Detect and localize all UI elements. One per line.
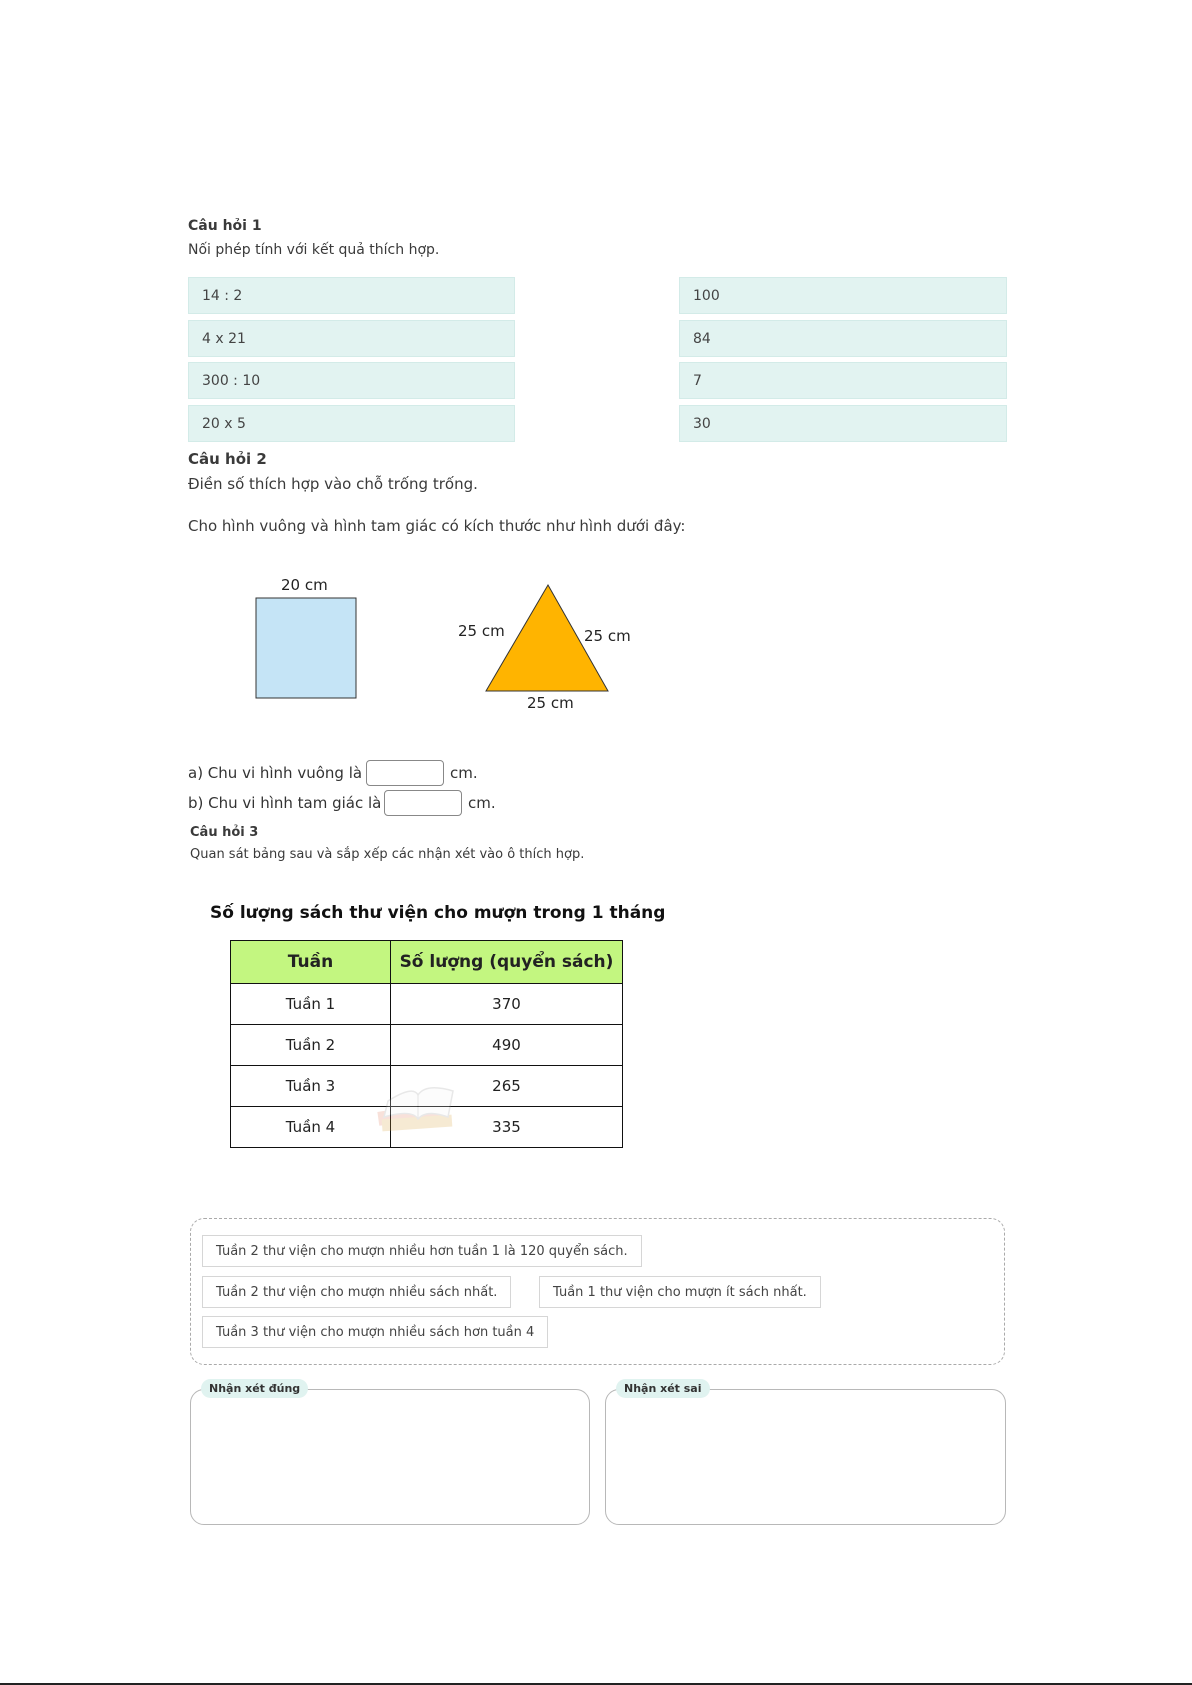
week-cell: Tuần 4 xyxy=(231,1107,391,1148)
unit-b: cm. xyxy=(468,794,496,812)
q1-left-item[interactable]: 4 x 21 xyxy=(188,320,515,357)
q1-instruction: Nối phép tính với kết quả thích hợp. xyxy=(188,242,440,258)
answer-input-b[interactable] xyxy=(384,790,462,816)
week-cell: Tuần 3 xyxy=(231,1066,391,1107)
triangle-right-label: 25 cm xyxy=(584,627,631,645)
week-cell: Tuần 1 xyxy=(231,984,391,1025)
triangle-left-label: 25 cm xyxy=(458,622,505,640)
triangle-bottom-label: 25 cm xyxy=(527,694,574,712)
q1-left-item[interactable]: 300 : 10 xyxy=(188,362,515,399)
q2-line-a: a) Chu vi hình vuông là xyxy=(188,764,363,782)
statement-chip[interactable]: Tuần 2 thư viện cho mượn nhiều sách nhất. xyxy=(202,1276,511,1308)
table-title: Số lượng sách thư viện cho mượn trong 1 tháng xyxy=(210,903,666,923)
table-header-row xyxy=(231,941,623,984)
drop-zone-correct-label: Nhận xét đúng xyxy=(201,1379,308,1398)
q2-title: Câu hỏi 2 xyxy=(188,450,267,468)
square-shape xyxy=(256,598,356,698)
q3-instruction: Quan sát bảng sau và sắp xếp các nhận xét vào ô thích hợp. xyxy=(190,847,585,862)
book-watermark-icon xyxy=(368,1055,468,1145)
q1-right-item[interactable]: 84 xyxy=(679,320,1007,357)
q1-left-item[interactable]: 14 : 2 xyxy=(188,277,515,314)
quantity-cell: 490 xyxy=(391,1025,623,1066)
drop-zone-wrong[interactable] xyxy=(605,1382,1006,1525)
q1-right-item[interactable]: 7 xyxy=(679,362,1007,399)
quantity-cell: 370 xyxy=(391,984,623,1025)
q2-line-b: b) Chu vi hình tam giác là xyxy=(188,794,382,812)
q1-right-item[interactable]: 100 xyxy=(679,277,1007,314)
week-cell: Tuần 2 xyxy=(231,1025,391,1066)
q3-title: Câu hỏi 3 xyxy=(190,825,259,840)
square-side-label: 20 cm xyxy=(281,576,328,594)
drop-zone-correct[interactable] xyxy=(190,1382,590,1525)
q2-intro: Cho hình vuông và hình tam giác có kích thước như hình dưới đây: xyxy=(188,517,686,535)
table-row xyxy=(231,984,623,1025)
quantity-cell: 265 xyxy=(391,1066,623,1107)
q1-title: Câu hỏi 1 xyxy=(188,218,262,234)
q1-right-item[interactable]: 30 xyxy=(679,405,1007,442)
drop-zone-wrong-label: Nhận xét sai xyxy=(616,1379,710,1398)
quantity-cell: 335 xyxy=(391,1107,623,1148)
statement-chip[interactable]: Tuần 3 thư viện cho mượn nhiều sách hơn tuần 4 xyxy=(202,1316,548,1348)
q2-instruction: Điền số thích hợp vào chỗ trống trống. xyxy=(188,475,478,493)
statements-pool xyxy=(190,1218,1005,1365)
statement-chip[interactable]: Tuần 2 thư viện cho mượn nhiều hơn tuần 1 là 120 quyển sách. xyxy=(202,1235,642,1267)
header-week: Tuần xyxy=(231,941,391,984)
unit-a: cm. xyxy=(450,764,478,782)
q1-left-item[interactable]: 20 x 5 xyxy=(188,405,515,442)
statement-chip[interactable]: Tuần 1 thư viện cho mượn ít sách nhất. xyxy=(539,1276,821,1308)
header-quantity: Số lượng (quyển sách) xyxy=(391,941,623,984)
answer-input-a[interactable] xyxy=(366,760,444,786)
